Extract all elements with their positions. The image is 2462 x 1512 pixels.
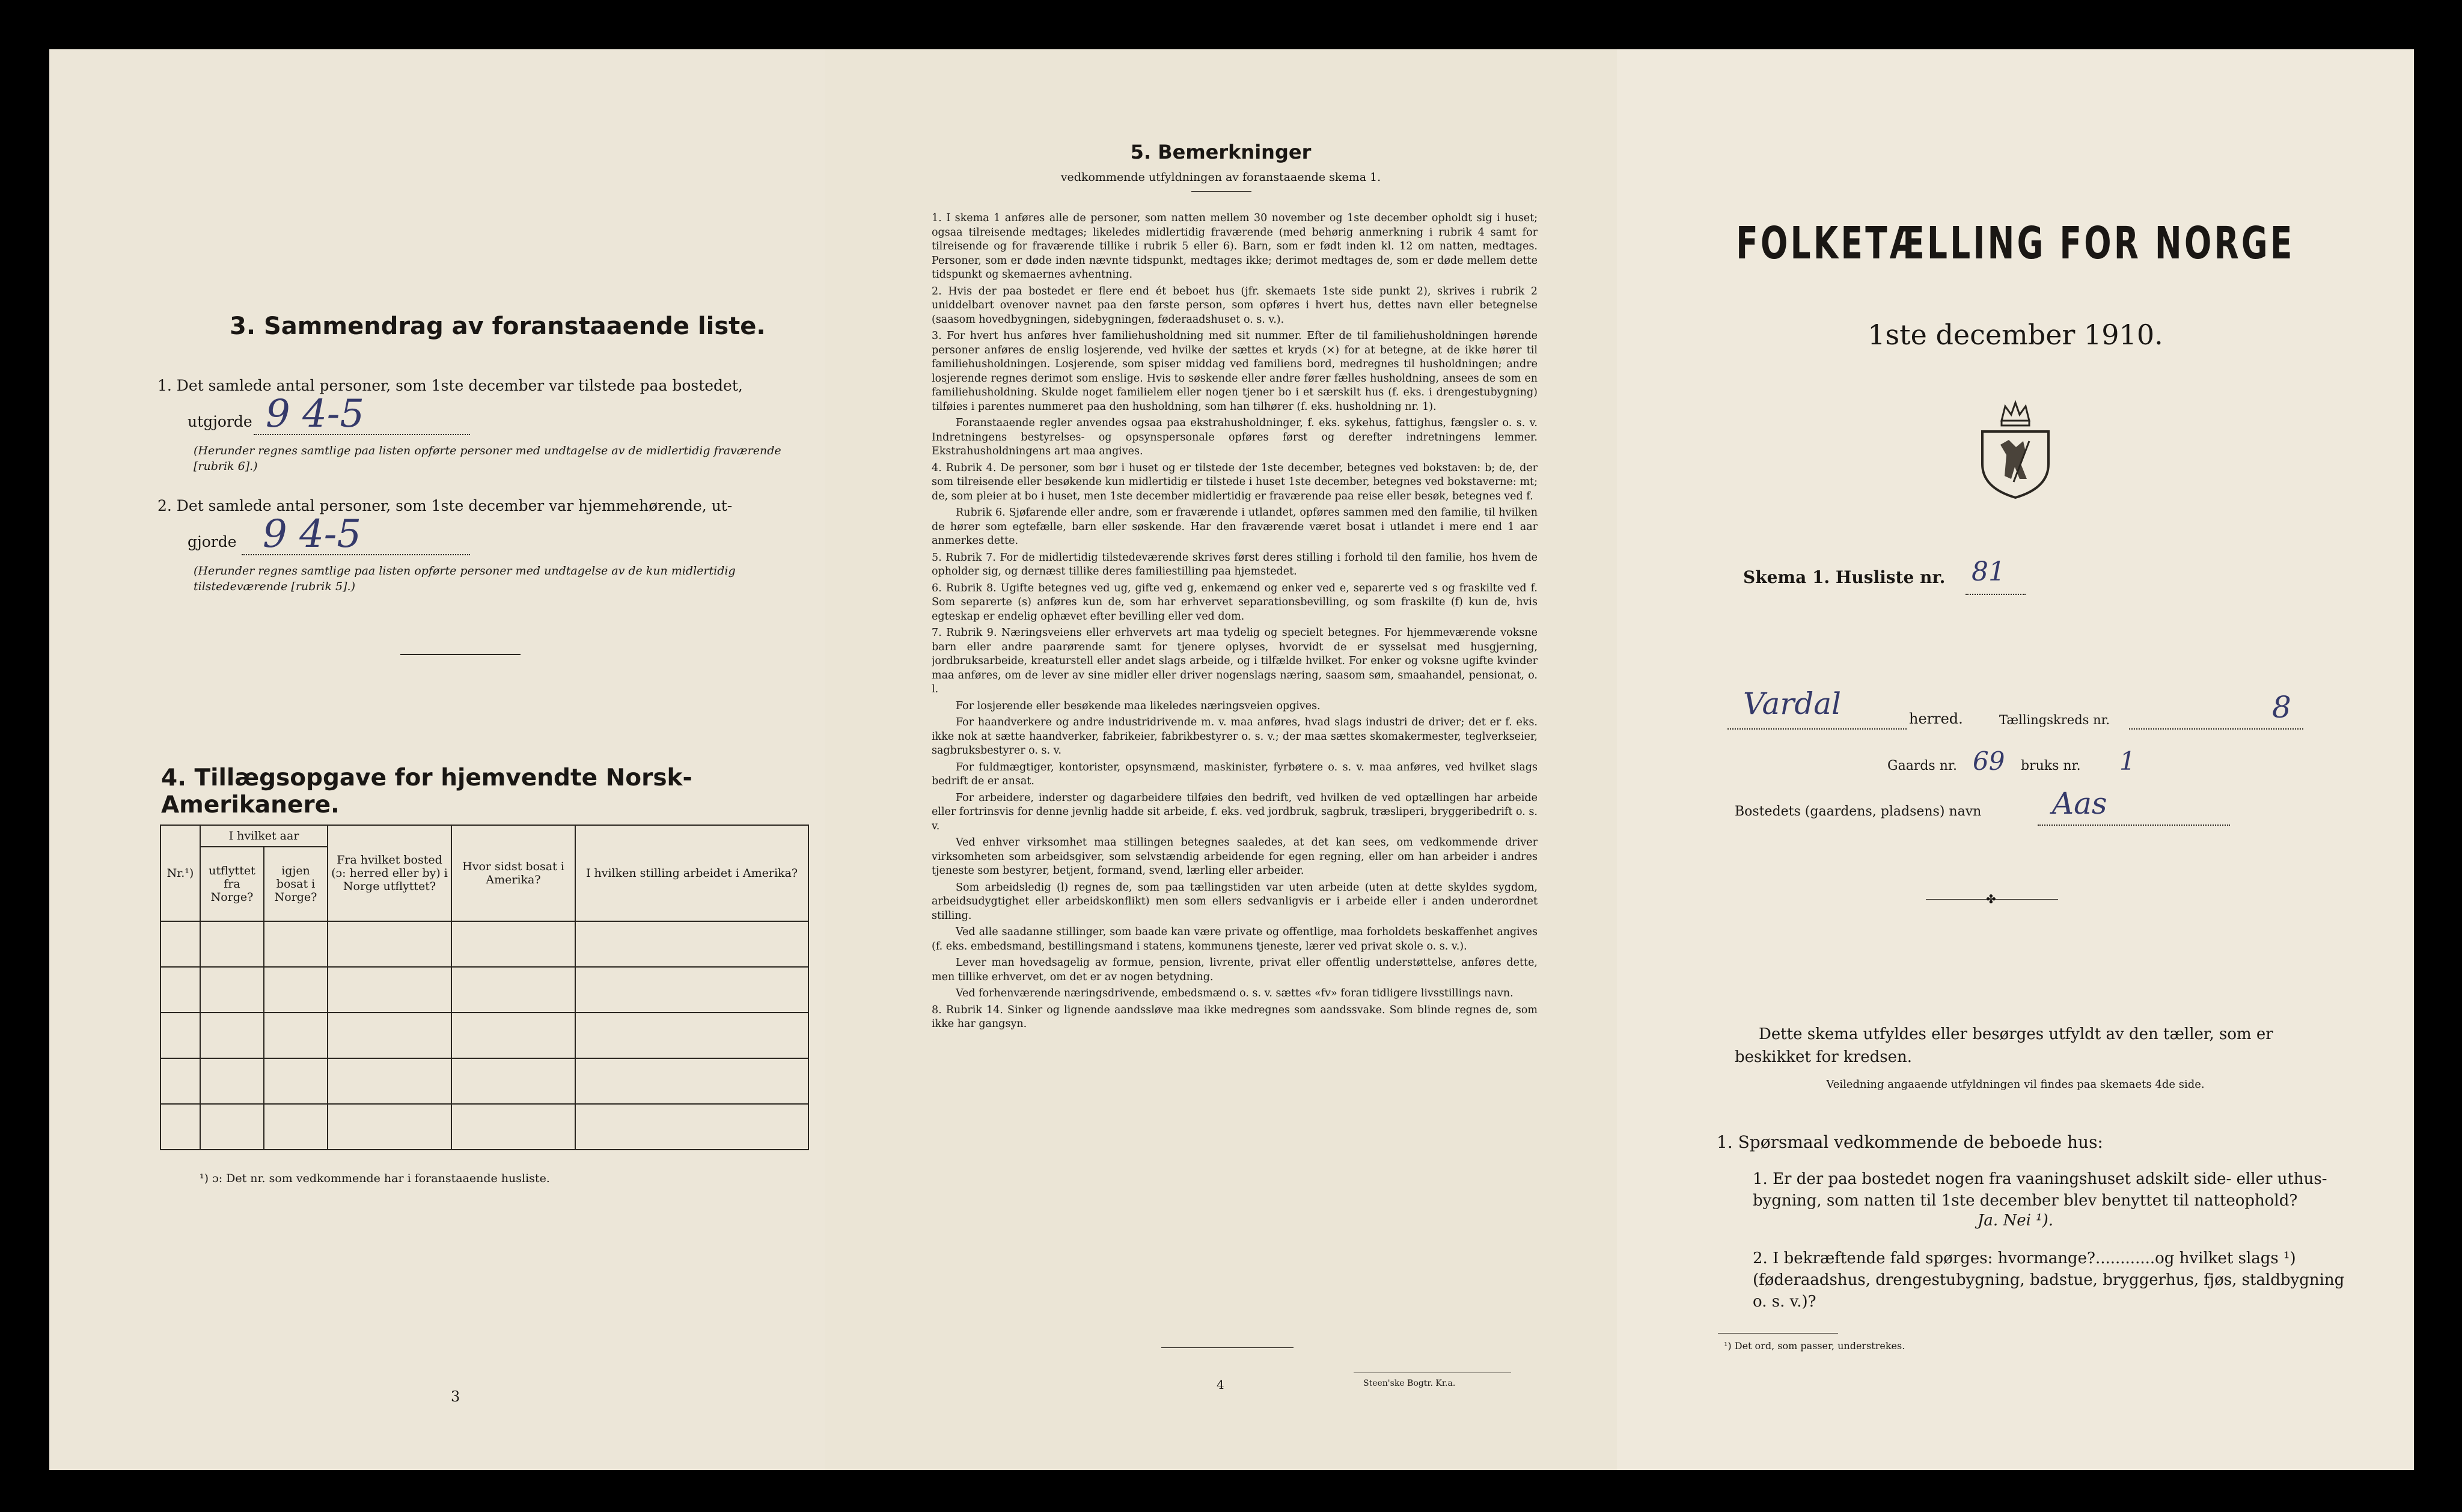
item1-note: (Herunder regnes samtlige paa listen opførte personer med undtagelse av de midlertidig fraværende [rubrik 6].) — [194, 444, 781, 473]
table-row — [160, 1013, 808, 1058]
herred-value: Vardal — [1743, 686, 1842, 721]
question-1-answer: Ja. Nei ¹). — [1978, 1212, 2054, 1230]
gaards-value: 69 — [1973, 746, 2005, 776]
question-2: 2. I bekræftende fald spørges: hvormange?............og hvilket slags ¹) (føderaadshus, drengestubygning, badstue, bryggerhus, fjøs, staldbygning o. s. v.)? — [1753, 1249, 2345, 1311]
remark-paragraph: 4. Rubrik 4. De personer, som bør i huset og er tilstede der 1ste december, betegnes ved bokstaven: b; de, der som tilreisende eller besøkende kun midlertidig er tilstede i huset 1ste december, betegnes ved bokstaverne: mt; de, som pleier at bo i huset, men 1ste december midlertidig er fraværende paa reise eller besøk, betegnes ved f. — [932, 462, 1538, 502]
item2-handwritten-value: 9 4-5 — [263, 512, 362, 556]
item1-lead: utgjorde — [188, 413, 252, 430]
remark-paragraph: Lever man hovedsagelig av formue, pension, livrente, privat eller offentlig understøttelse, anføres dette, men tillike erhvervet, om det er av nogen betydning. — [932, 957, 1538, 983]
remark-paragraph: 3. For hvert hus anføres hver familiehusholdning med sit nummer. Efter de til familiehusholdningen hørende personer anføres de enslig losjerende, ved hvilke der sættes et kryds (×) for at betegne, at de ikke hører til familiehusholdningen. Losjerende, som spiser middag ved familiens bord, medregnes til husholdningen; andre losjerende regnes derimot som enslige. Hvis to søskende eller andre fører fælles husholdning, ansees de som en familiehusholdning. Skulde noget familielem eller nogen tjener bo i et særskilt hus (f. eks. i drengestubygning) tilføies i parentes nummeret paa den husholdning, som han tilhører (f. eks. husholdning nr. 1). — [932, 330, 1538, 413]
col-utflyttet: utflyttet fra Norge? — [200, 847, 264, 921]
question-section-title: 1. Spørsmaal vedkommende de beboede hus: — [1717, 1132, 2103, 1152]
remark-paragraph: Som arbeidsledig (l) regnes de, som paa tællingstiden var uten arbeide (uten at dette skyldes sygdom, arbeidsudygtighet eller arbeidskonflikt) men som ellers sedvanligvis er i arbeide eller i anden underordnet stilling. — [932, 881, 1538, 922]
col-nr: Nr.¹) — [160, 825, 200, 921]
coat-of-arms-icon — [1972, 398, 2059, 500]
col-hvor: Hvor sidst bosat i Amerika? — [451, 825, 575, 921]
table-row — [160, 1104, 808, 1150]
norsk-amerikanere-table — [160, 825, 809, 1150]
census-title: FOLKETÆLLING FOR NORGE — [1736, 218, 2295, 269]
remarks-subtitle: vedkommende utfyldningen av foranstaaende skema 1. — [1060, 171, 1381, 184]
col-stilling: I hvilken stilling arbeidet i Amerika? — [575, 825, 808, 921]
bruks-label: bruks nr. — [2021, 758, 2081, 773]
bosted-label: Bostedets (gaardens, pladsens) navn — [1735, 804, 1982, 819]
veiledning-text: Veiledning angaaende utfyldningen vil findes paa skemaets 4de side. — [1826, 1078, 2205, 1091]
item1-text: 1. Det samlede antal personer, som 1ste december var tilstede paa bostedet, — [157, 377, 743, 394]
footnote: ¹) ɔ: Det nr. som vedkommende har i foranstaaende husliste. — [200, 1172, 550, 1185]
kreds-label: Tællingskreds nr. — [1999, 713, 2110, 727]
remark-paragraph: Ved alle saadanne stillinger, som baade kan være private og offentlige, maa forholdets beskaffenhet angives (f. eks. embedsmand, bestillingsmand i statens, kommunens tjeneste, lærer ved privat skole o. s. v.). — [932, 926, 1538, 953]
ornament-icon: ✤ — [1986, 892, 1996, 906]
section4-title: 4. Tillægsopgave for hjemvendte Norsk-Amerikanere. — [161, 764, 692, 818]
remark-paragraph: 5. Rubrik 7. For de midlertidig tilstedeværende skrives først deres stilling i forhold til den familie, hos hvem de opholder sig, og dernæst tillike deres familiestilling paa hjemstedet. — [932, 551, 1538, 578]
col-igjen: igjen bosat i Norge? — [264, 847, 328, 921]
bruks-value: 1 — [2119, 746, 2136, 776]
page-number: 4 — [1217, 1377, 1224, 1392]
remark-paragraph: 6. Rubrik 8. Ugifte betegnes ved ug, gifte ved g, enkemænd og enker ved e, separerte ved s og fraskilte ved f. Som separerte (s) anføres kun de, som har erhvervet separationsbevilling, og som fraskilte (f) kun de, hvis egteskap er endelig ophævet efter bevilling eller ved dom. — [932, 582, 1538, 623]
remark-paragraph: For fuldmægtiger, kontorister, opsynsmænd, maskinister, fyrbøtere o. s. v. maa anføres, ved hvilket slags bedrift de er ansat. — [932, 761, 1538, 787]
question-1: 1. Er der paa bostedet nogen fra vaaningshuset adskilt side- eller uthus-bygning, som natten til 1ste december blev benyttet til natteophold? — [1753, 1170, 2327, 1210]
table-row — [160, 967, 808, 1013]
printer-imprint: Steen'ske Bogtr. Kr.a. — [1363, 1379, 1456, 1388]
item2-lead: gjorde — [188, 533, 237, 550]
item2-note: (Herunder regnes samtlige paa listen opførte personer med undtagelse av de kun midlertidig tilstedeværende [rubrik 5].) — [194, 564, 736, 593]
intro-text: Dette skema utfyldes eller besørges utfyldt av den tæller, som er beskikket for kredsen. — [1735, 1025, 2273, 1066]
remarks-title: 5. Bemerkninger — [1130, 141, 1312, 163]
col-fra: Fra hvilket bosted (ɔ: herred eller by) i Norge utflyttet? — [328, 825, 451, 921]
page-1 — [1617, 49, 2414, 1470]
divider — [400, 654, 521, 655]
schema-label: Skema 1. Husliste nr. — [1743, 567, 1946, 587]
col-group-aar: I hvilket aar — [200, 825, 328, 847]
footnote: ¹) Det ord, som passer, understrekes. — [1724, 1340, 1905, 1352]
kreds-value: 8 — [2272, 690, 2291, 725]
remark-paragraph: 8. Rubrik 14. Sinker og lignende aandssløve maa ikke medregnes som aandssvake. Som blinde regnes de, som ikke har gangsyn. — [932, 1004, 1538, 1030]
gaards-label: Gaards nr. — [1887, 758, 1957, 773]
remark-paragraph: For arbeidere, inderster og dagarbeidere tilføies den bedrift, ved hvilken de ved optællingen har arbeide eller fortrinsvis for denne jevnlig hadde sit arbeide, f. eks. ved jordbruk, sagbruk, træsliperi, bryggeribedrift o. s. v. — [932, 791, 1538, 832]
remark-paragraph: For haandverkere og andre industridrivende m. v. maa anføres, hvad slags industri de driver; det er f. eks. ikke nok at sætte haandverker, fabrikeier, fabrikbestyrer o. s. v.; der maa sættes skomakermester, teglverkseier, sagbruksbestyrer o. s. v. — [932, 716, 1538, 757]
remark-paragraph: 1. I skema 1 anføres alle de personer, som natten mellem 30 november og 1ste december opholdt sig i huset; ogsaa tilreisende medtages; likeledes midlertidig fraværende (med behørig anmerkning i rubrik 4 samt for tilreisende og for fraværende tillike i rubrik 5 eller 6). Barn, som er født inden kl. 12 om natten, medtages. Personer, som er døde inden nævnte tidspunkt, medtages ikke; derimot medtages de, som er døde mellem dette tidspunkt og skemaernes avhentning. — [932, 212, 1538, 281]
remark-paragraph: Rubrik 6. Sjøfarende eller andre, som er fraværende i utlandet, opføres sammen med den familie, til hvilken de hører som egtefælle, barn eller søskende. Har den fraværende været bosat i utlandet i mere end 1 aar anmerkes dette. — [932, 507, 1538, 547]
remark-paragraph: For losjerende eller besøkende maa likeledes næringsveien opgives. — [956, 700, 1321, 712]
table-row — [160, 1058, 808, 1104]
bosted-value: Aas — [2052, 786, 2107, 821]
table-row — [160, 921, 808, 967]
item1-handwritten-value: 9 4-5 — [266, 392, 365, 436]
remark-paragraph: 7. Rubrik 9. Næringsveiens eller erhvervets art maa tydelig og specielt betegnes. For hjemmeværende voksne barn eller andre paarørende samt for tjenere oplyses, hvorvidt de er sysselsat med husgjerning, jordbruksarbeide, kreaturstell eller andet slags arbeide, og i tilfælde hvilket. For enker og voksne ugifte kvinder maa anføres, om de lever av sine midler eller driver nogenslags næring, saasom søm, smaahandel, pensionat, o. l. — [932, 627, 1538, 695]
remark-paragraph: Ved enhver virksomhet maa stillingen betegnes saaledes, at det kan sees, om vedkommende driver virksomheten som arbeidsgiver, som selvstændig arbeidende for egen regning, eller om han arbeider i andres tjeneste som bestyrer, betjent, formand, svend, lærling eller arbeider. — [932, 837, 1538, 877]
census-date: 1ste december 1910. — [1868, 319, 2163, 351]
herred-label: herred. — [1909, 710, 1963, 727]
husliste-nr: 81 — [1972, 556, 2005, 587]
remarks-list — [932, 212, 1538, 1389]
item2-text: 2. Det samlede antal personer, som 1ste december var hjemmehørende, ut- — [157, 497, 733, 514]
remark-paragraph: Foranstaaende regler anvendes ogsaa paa ekstrahusholdninger, f. eks. sykehus, fattighus, fængsler o. s. v. Indretningens bestyrelses- og opsynspersonale opføres først og derefter indretningens lemmer. Ekstrahusholdningens art maa angives. — [932, 417, 1538, 457]
page-4 — [825, 49, 1617, 1470]
section3-title: 3. Sammendrag av foranstaaende liste. — [230, 312, 766, 340]
remark-paragraph: 2. Hvis der paa bostedet er flere end ét beboet hus (jfr. skemaets 1ste side punkt 2), skrives i rubrik 2 uniddelbart ovenover navnet paa den første person, som opføres i hvert hus, dettes navn eller betegnelse (saasom hovedbygningen, sidebygningen, føderaadshuset o. s. v.). — [932, 285, 1538, 326]
page-number: 3 — [451, 1388, 460, 1405]
page-3 — [49, 49, 842, 1470]
remark-paragraph: Ved forhenværende næringsdrivende, embedsmænd o. s. v. sættes «fv» foran tidligere livsstillings navn. — [956, 987, 1514, 999]
